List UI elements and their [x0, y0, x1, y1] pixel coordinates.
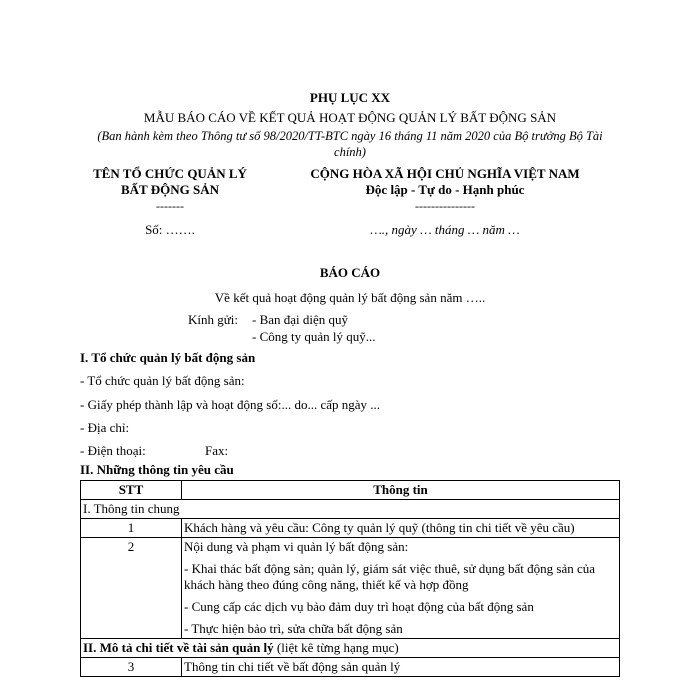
- recipient-2: - Công ty quản lý quỹ...: [252, 329, 376, 344]
- document-number: Số: …….: [145, 222, 195, 237]
- report-title: BÁO CÁO: [319, 265, 381, 280]
- field-fax: Fax:: [205, 443, 229, 458]
- form-title: MẪU BÁO CÁO VỀ KẾT QUẢ HOẠT ĐỘNG QUẢN LÝ BẤT ĐỘNG SẢN: [143, 110, 557, 125]
- table-row: [81, 538, 620, 639]
- field-license: - Giấy phép thành lập và hoạt động số:... do... cấp ngày ...: [80, 397, 381, 412]
- org-dash: -------: [156, 199, 184, 213]
- nation-dash: ---------------: [415, 199, 475, 213]
- field-org: - Tổ chức quản lý bất động sản:: [80, 373, 245, 388]
- row-stt: 1: [81, 519, 182, 538]
- scope-heading: Nội dung và phạm vi quản lý bất động sản:: [184, 539, 409, 554]
- header-info: Thông tin: [182, 481, 620, 500]
- row-stt: 2: [81, 538, 182, 639]
- table-header-row: [81, 481, 620, 500]
- org-name: [80, 166, 260, 198]
- header-stt: STT: [81, 481, 182, 500]
- group-general: I. Thông tin chung: [81, 500, 620, 519]
- table-row: [81, 519, 620, 538]
- group-assets-note: (liệt kê từng hạng mục): [273, 640, 399, 655]
- group-assets: [81, 639, 620, 658]
- org-name-line2: BẤT ĐỘNG SẢN: [120, 182, 219, 197]
- appendix-title: PHỤ LỤC XX: [309, 90, 391, 105]
- section2-heading: II. Những thông tin yêu cầu: [80, 462, 234, 477]
- table-row: [81, 658, 620, 677]
- recipient-1: - Ban đại diện quỹ: [252, 312, 349, 327]
- place-date: …., ngày … tháng … năm …: [370, 222, 520, 237]
- section1-heading: I. Tổ chức quản lý bất động sản: [80, 350, 256, 365]
- scope-item: - Cung cấp các dịch vụ bảo đảm duy trì hoạt động của bất động sản: [184, 599, 534, 614]
- scope-item: - Thực hiện bảo trì, sửa chữa bất động sản: [184, 621, 403, 636]
- table-group-row: [81, 500, 620, 519]
- row-text: [182, 538, 620, 639]
- row-stt: 3: [81, 658, 182, 677]
- scope-item: - Khai thác bất động sản; quản lý, giám sát việc thuê, sử dụng bất động sản của khách hàng theo đúng công năng, thiết kế và hợp đồng: [184, 561, 596, 592]
- table-group-row: [81, 639, 620, 658]
- row-text: Khách hàng và yêu cầu: Công ty quản lý quỹ (thông tin chi tiết về yêu cầu): [182, 519, 620, 538]
- field-address: - Địa chỉ:: [80, 420, 130, 435]
- field-phone: - Điện thoại:: [80, 443, 146, 458]
- nation-name: CỘNG HÒA XÃ HỘI CHỦ NGHĨA VIỆT NAM: [310, 166, 580, 181]
- report-subject: Về kết quả hoạt động quản lý bất động sản năm …..: [214, 290, 486, 305]
- org-name-line1: TÊN TỔ CHỨC QUẢN LÝ: [93, 166, 247, 181]
- row-text: Thông tin chi tiết về bất động sản quản lý: [182, 658, 620, 677]
- group-assets-title: II. Mô tả chi tiết về tài sản quản lý: [83, 640, 274, 655]
- issued-note: (Ban hành kèm theo Thông tư số 98/2020/TT-BTC ngày 16 tháng 11 năm 2020 của Bộ trưởng Bộ Tài chính): [97, 129, 603, 159]
- info-table: [80, 480, 620, 677]
- nation-motto: Độc lập - Tự do - Hạnh phúc: [365, 182, 525, 197]
- recipient-label: Kính gửi:: [188, 312, 239, 327]
